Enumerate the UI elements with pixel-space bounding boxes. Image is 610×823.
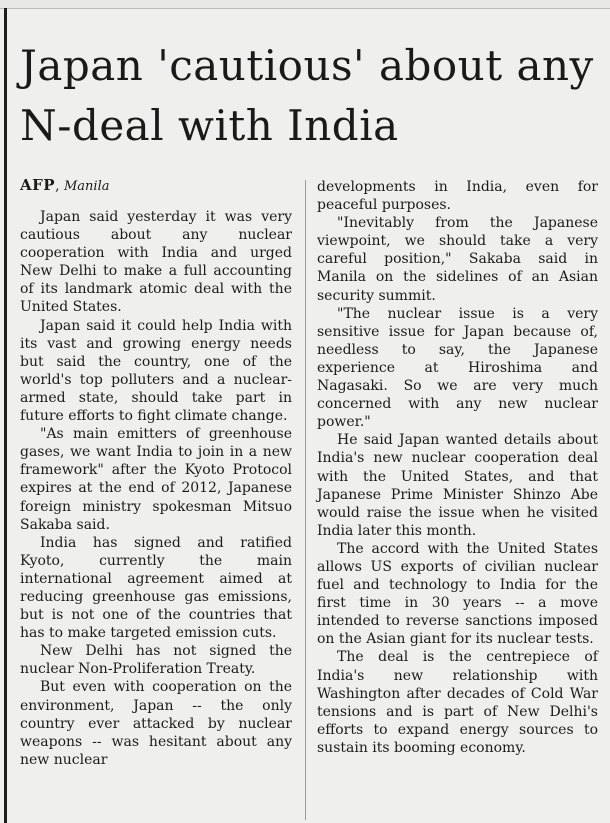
paragraph: He said Japan wanted details about India's new nuclear cooperation deal with the United States, and that Japanese Prime Minister Shinzo Abe would raise the issue when he visited India later this month. bbox=[317, 432, 598, 539]
paragraph: New Delhi has not signed the nuclear Non-Proliferation Treaty. bbox=[20, 643, 292, 678]
headline: Japan 'cautious' about any N-deal with India bbox=[20, 41, 594, 150]
paragraph: The deal is the centrepiece of India's new relationship with Washington after decades of Cold War tensions and is part of New Delhi's efforts to expand energy sources to sustain its booming economy. bbox=[317, 649, 598, 756]
paragraph-continuation: developments in India, even for peaceful purposes. bbox=[317, 179, 598, 214]
paragraph: Japan said yesterday it was very cautious about any nuclear cooperation with India and urged New Delhi to make a full accounting of its landmark atomic deal with the United States. bbox=[20, 209, 292, 316]
paragraph: "Inevitably from the Japanese viewpoint, we should take a very careful position," Sakaba said in Manila on the sidelines of an Asian security summit. bbox=[317, 215, 598, 304]
paragraph: The accord with the United States allows US exports of civilian nuclear fuel and technology to India for the first time in 30 years -- a move intended to reverse sanctions imposed on the Asian giant for its nuclear tests. bbox=[317, 540, 598, 648]
top-border bbox=[0, 0, 610, 9]
paragraph: Japan said it could help India with its vast and growing energy needs but said the country, one of the world's top polluters and a nuclear-armed state, should take part in future efforts to fight climate change. bbox=[20, 317, 292, 425]
paragraph: But even with cooperation on the environment, Japan -- the only country ever attacked by nuclear weapons -- was hesitant about any new nuclear bbox=[20, 679, 292, 768]
article-column-left bbox=[20, 176, 292, 769]
paragraph: "As main emitters of greenhouse gases, we want India to join in a new framework" after the Kyoto Protocol expires at the end of 2012, Japanese foreign ministry spokesman Mitsuo Sakaba said. bbox=[20, 426, 292, 533]
byline bbox=[20, 176, 292, 196]
column-divider bbox=[305, 180, 306, 820]
byline-agency: AFP bbox=[20, 176, 56, 194]
byline-separator: , bbox=[55, 178, 64, 194]
paragraph: India has signed and ratified Kyoto, currently the main international agreement aimed at reducing greenhouse gas emissions, but is not one of the countries that has to make targeted emission cuts. bbox=[20, 534, 292, 642]
article-column-right bbox=[317, 178, 598, 757]
paragraph: "The nuclear issue is a very sensitive issue for Japan because of, needless to say, the Japanese experience at Hiroshima and Nagasaki. So we are very much concerned with any new nuclear power." bbox=[317, 305, 598, 431]
left-column-rule bbox=[4, 8, 7, 823]
byline-city: Manila bbox=[63, 179, 110, 194]
